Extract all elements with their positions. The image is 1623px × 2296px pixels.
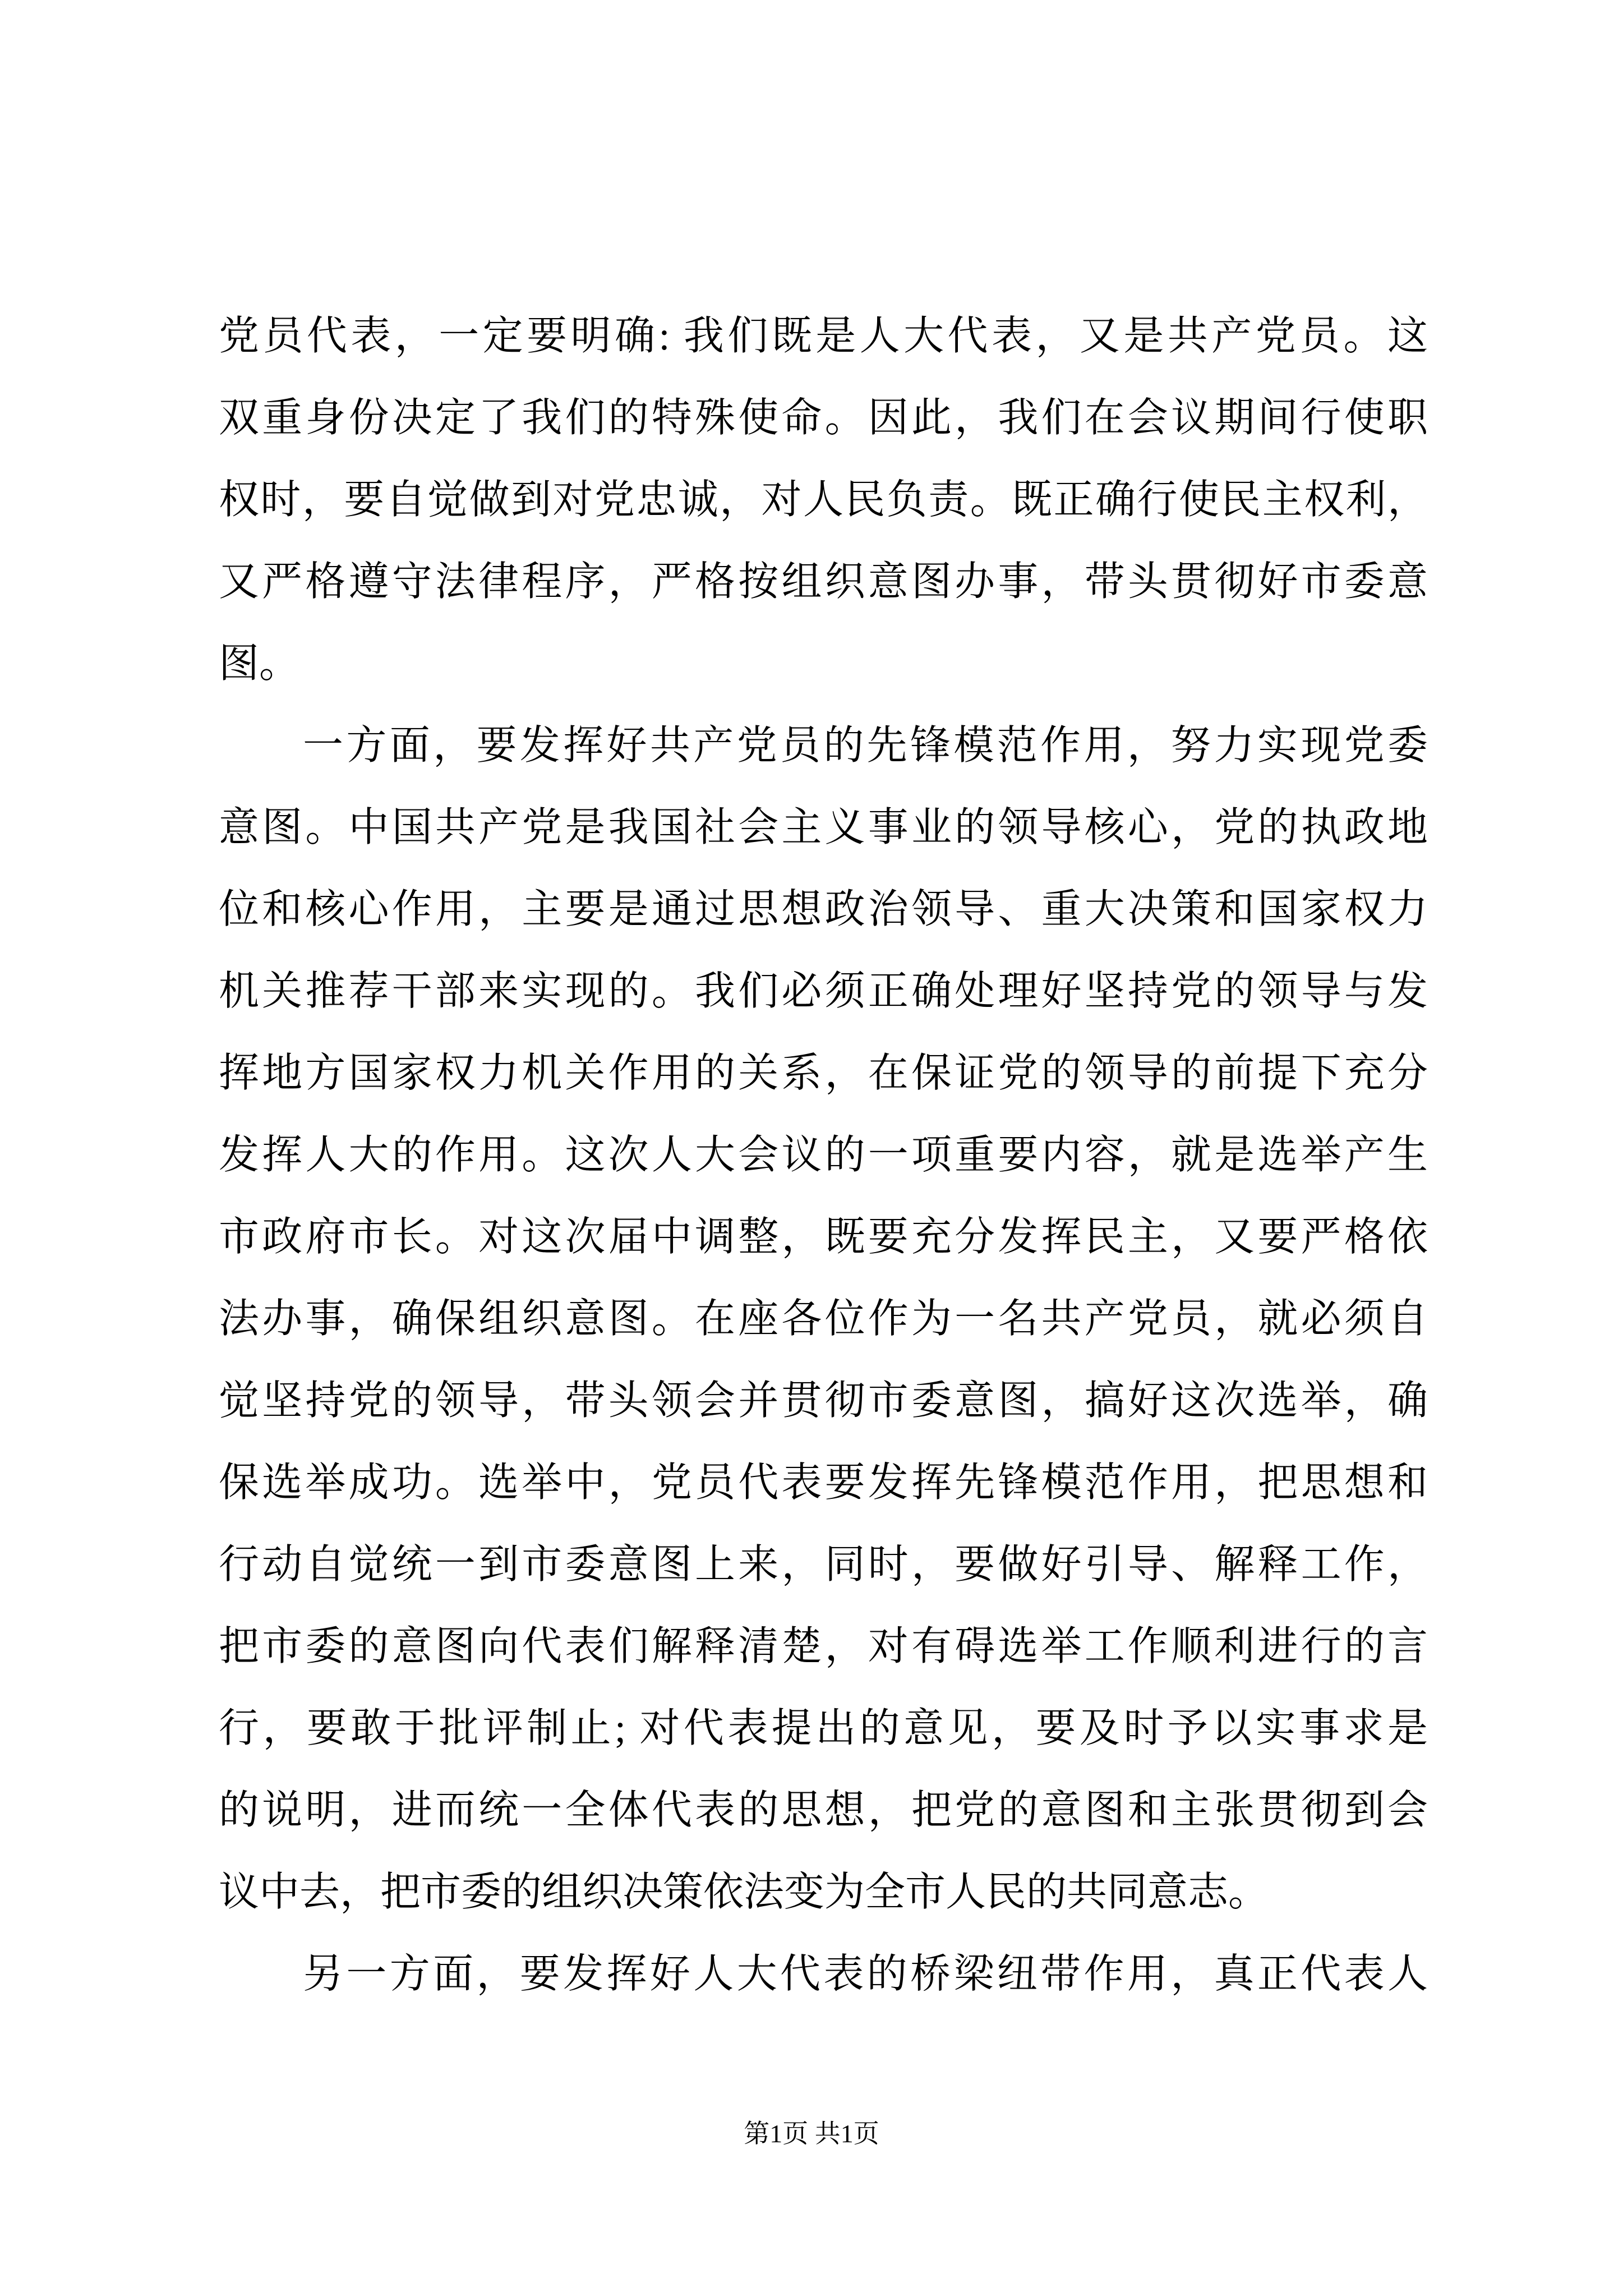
- document-body: [219, 295, 1428, 2015]
- text-line: 保选举成功。选举中，党员代表要发挥先锋模范作用，把思想和: [219, 1460, 1428, 1505]
- text-line: 意图。中国共产党是我国社会主义事业的领导核心，党的执政地: [219, 805, 1428, 850]
- text-line: 位和核心作用，主要是通过思想政治领导、重大决策和国家权力: [219, 887, 1428, 932]
- text-line: 权时，要自觉做到对党忠诚，对人民负责。既正确行使民主权利，: [219, 477, 1428, 522]
- paragraph: [219, 1933, 1428, 2015]
- text-line: 另一方面，要发挥好人大代表的桥梁纽带作用，真正代表人: [303, 1952, 1428, 1996]
- text-line: 议中去，把市委的组织决策依法变为全市人民的共同意志。: [219, 1870, 1269, 1915]
- text-line: 觉坚持党的领导，带头领会并贯彻市委意图，搞好这次选举，确: [219, 1378, 1428, 1423]
- text-line: 市政府市长。对这次届中调整，既要充分发挥民主，又要严格依: [219, 1214, 1428, 1259]
- text-line: 行，要敢于批评制止; 对代表提出的意见，要及时予以实事求是: [219, 1706, 1428, 1751]
- text-line: 行动自觉统一到市委意图上来，同时，要做好引导、解释工作，: [219, 1542, 1428, 1587]
- paragraph: [219, 705, 1428, 1933]
- text-line: 把市委的意图向代表们解释清楚，对有碍选举工作顺利进行的言: [219, 1624, 1428, 1669]
- text-line: 挥地方国家权力机关作用的关系，在保证党的领导的前提下充分: [219, 1051, 1428, 1096]
- paragraph: [219, 295, 1428, 705]
- page-footer: [0, 2114, 1623, 2154]
- text-line: 法办事，确保组织意图。在座各位作为一名共产党员，就必须自: [219, 1296, 1428, 1341]
- text-line: 党员代表，一定要明确: 我们既是人大代表，又是共产党员。这: [219, 314, 1428, 358]
- page-indicator: 第1页 共1页: [744, 2119, 879, 2148]
- text-line: 图。: [219, 641, 300, 686]
- text-line: 的说明，进而统一全体代表的思想，把党的意图和主张贯彻到会: [219, 1788, 1428, 1833]
- text-line: 又严格遵守法律程序，严格按组织意图办事，带头贯彻好市委意: [219, 559, 1428, 604]
- text-line: 机关推荐干部来实现的。我们必须正确处理好坚持党的领导与发: [219, 969, 1428, 1014]
- text-line: 发挥人大的作用。这次人大会议的一项重要内容，就是选举产生: [219, 1133, 1428, 1177]
- text-line: 双重身份决定了我们的特殊使命。因此，我们在会议期间行使职: [219, 395, 1428, 440]
- text-line: 一方面，要发挥好共产党员的先锋模范作用，努力实现党委: [303, 723, 1428, 768]
